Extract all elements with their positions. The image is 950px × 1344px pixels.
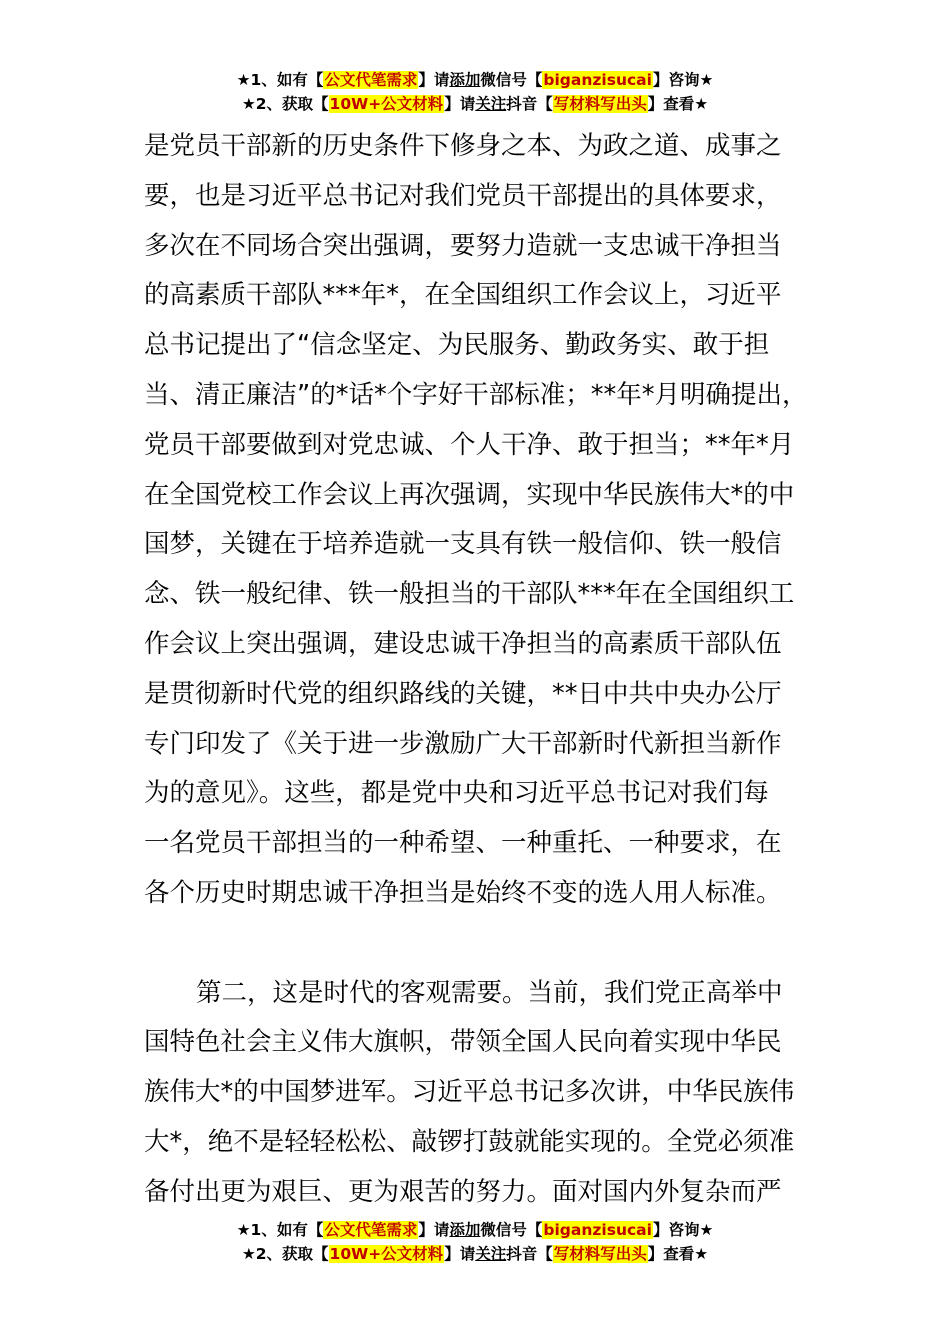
banner-text: 】请: [418, 71, 450, 89]
text-line: 多次在不同场合突出强调，要努力造就一支忠诚干净担当: [144, 230, 782, 261]
banner-text: 1、如有【: [250, 71, 324, 89]
banner-text: 2、获取【: [255, 95, 329, 113]
banner-text: 】请: [444, 95, 476, 113]
banner-text: 2、获取【: [255, 1245, 329, 1263]
paragraph-1: [144, 122, 844, 919]
text-line: 各个历史时期忠诚干净担当是始终不变的选人用人标准。: [144, 877, 782, 908]
text-line: 作会议上突出强调，建设忠诚干净担当的高素质干部队伍: [144, 628, 782, 659]
underlined-text: 添加: [449, 71, 481, 89]
underlined-text: 添加: [449, 1221, 481, 1239]
highlight-materials: 10W+公文材料: [329, 95, 444, 113]
banner-text: 抖音【: [506, 95, 553, 113]
text-line: 党员干部要做到对党忠诚、个人干净、敢于担当；**年*月: [144, 429, 795, 460]
banner-text: 】请: [444, 1245, 476, 1263]
highlight-wechat-id: biganzisucai: [543, 71, 652, 89]
banner-line-1: [0, 68, 950, 92]
highlight-service: 公文代笔需求: [324, 1221, 418, 1239]
star-icon: ★: [241, 1245, 256, 1263]
highlight-douyin: 写材料写出头: [553, 95, 647, 113]
text-line: 专门印发了《关于进一步激励广大干部新时代新担当新作: [144, 728, 782, 759]
footer-banner-bottom: [0, 1218, 950, 1266]
banner-text: 1、如有【: [250, 1221, 324, 1239]
banner-text: 】咨询★: [652, 1221, 714, 1239]
banner-line-1: [0, 1218, 950, 1242]
underlined-text: 关注: [475, 95, 507, 113]
banner-line-2: [0, 1242, 950, 1266]
highlight-materials: 10W+公文材料: [329, 1245, 444, 1263]
star-icon: ★: [241, 95, 256, 113]
paragraph-2: [144, 969, 844, 1218]
text-line: 为的意见》。这些，都是党中央和习近平总书记对我们每: [144, 778, 769, 809]
header-banner-top: [0, 68, 950, 116]
banner-text: 微信号【: [480, 71, 543, 89]
text-line: 国特色社会主义伟大旗帜，带领全国人民向着实现中华民: [144, 1027, 782, 1058]
text-line: 要，也是习近平总书记对我们党员干部提出的具体要求，: [144, 180, 782, 211]
text-line: 族伟大*的中国梦进军。习近平总书记多次讲，中华民族伟: [144, 1077, 795, 1108]
text-line: 在全国党校工作会议上再次强调，实现中华民族伟大*的中: [144, 479, 795, 510]
banner-text: 微信号【: [480, 1221, 543, 1239]
banner-text: 抖音【: [506, 1245, 553, 1263]
text-line: 念、铁一般纪律、铁一般担当的干部队***年在全国组织工: [144, 579, 795, 610]
text-line: 大*，绝不是轻轻松松、敲锣打鼓就能实现的。全党必须准: [144, 1126, 795, 1157]
text-line: 一名党员干部担当的一种希望、一种重托、一种要求，在: [144, 828, 782, 859]
banner-line-2: [0, 92, 950, 116]
banner-text: 】查看★: [647, 1245, 709, 1263]
underlined-text: 关注: [475, 1245, 507, 1263]
highlight-douyin: 写材料写出头: [553, 1245, 647, 1263]
banner-text: 】查看★: [647, 95, 709, 113]
text-line: 当、清正廉洁”的*话*个字好干部标准；**年*月明确提出，: [144, 379, 808, 410]
banner-text: 】请: [418, 1221, 450, 1239]
star-icon: ★: [236, 1221, 251, 1239]
text-line: 的高素质干部队***年*，在全国组织工作会议上，习近平: [144, 280, 782, 311]
text-line: 总书记提出了“信念坚定、为民服务、勤政务实、敢于担: [144, 330, 770, 361]
star-icon: ★: [236, 71, 251, 89]
text-line: 备付出更为艰巨、更为艰苦的努力。面对国内外复杂而严: [144, 1176, 782, 1207]
text-line: 第二，这是时代的客观需要。当前，我们党正高举中: [196, 977, 783, 1008]
banner-text: 】咨询★: [652, 71, 714, 89]
text-line: 是贯彻新时代党的组织路线的关键，**日中共中央办公厅: [144, 678, 782, 709]
text-line: 国梦，关键在于培养造就一支具有铁一般信仰、铁一般信: [144, 529, 782, 560]
paragraph-gap: [144, 919, 844, 969]
text-line: 是党员干部新的历史条件下修身之本、为政之道、成事之: [144, 131, 782, 161]
document-body: [144, 122, 844, 1218]
highlight-wechat-id: biganzisucai: [543, 1221, 652, 1239]
highlight-service: 公文代笔需求: [324, 71, 418, 89]
